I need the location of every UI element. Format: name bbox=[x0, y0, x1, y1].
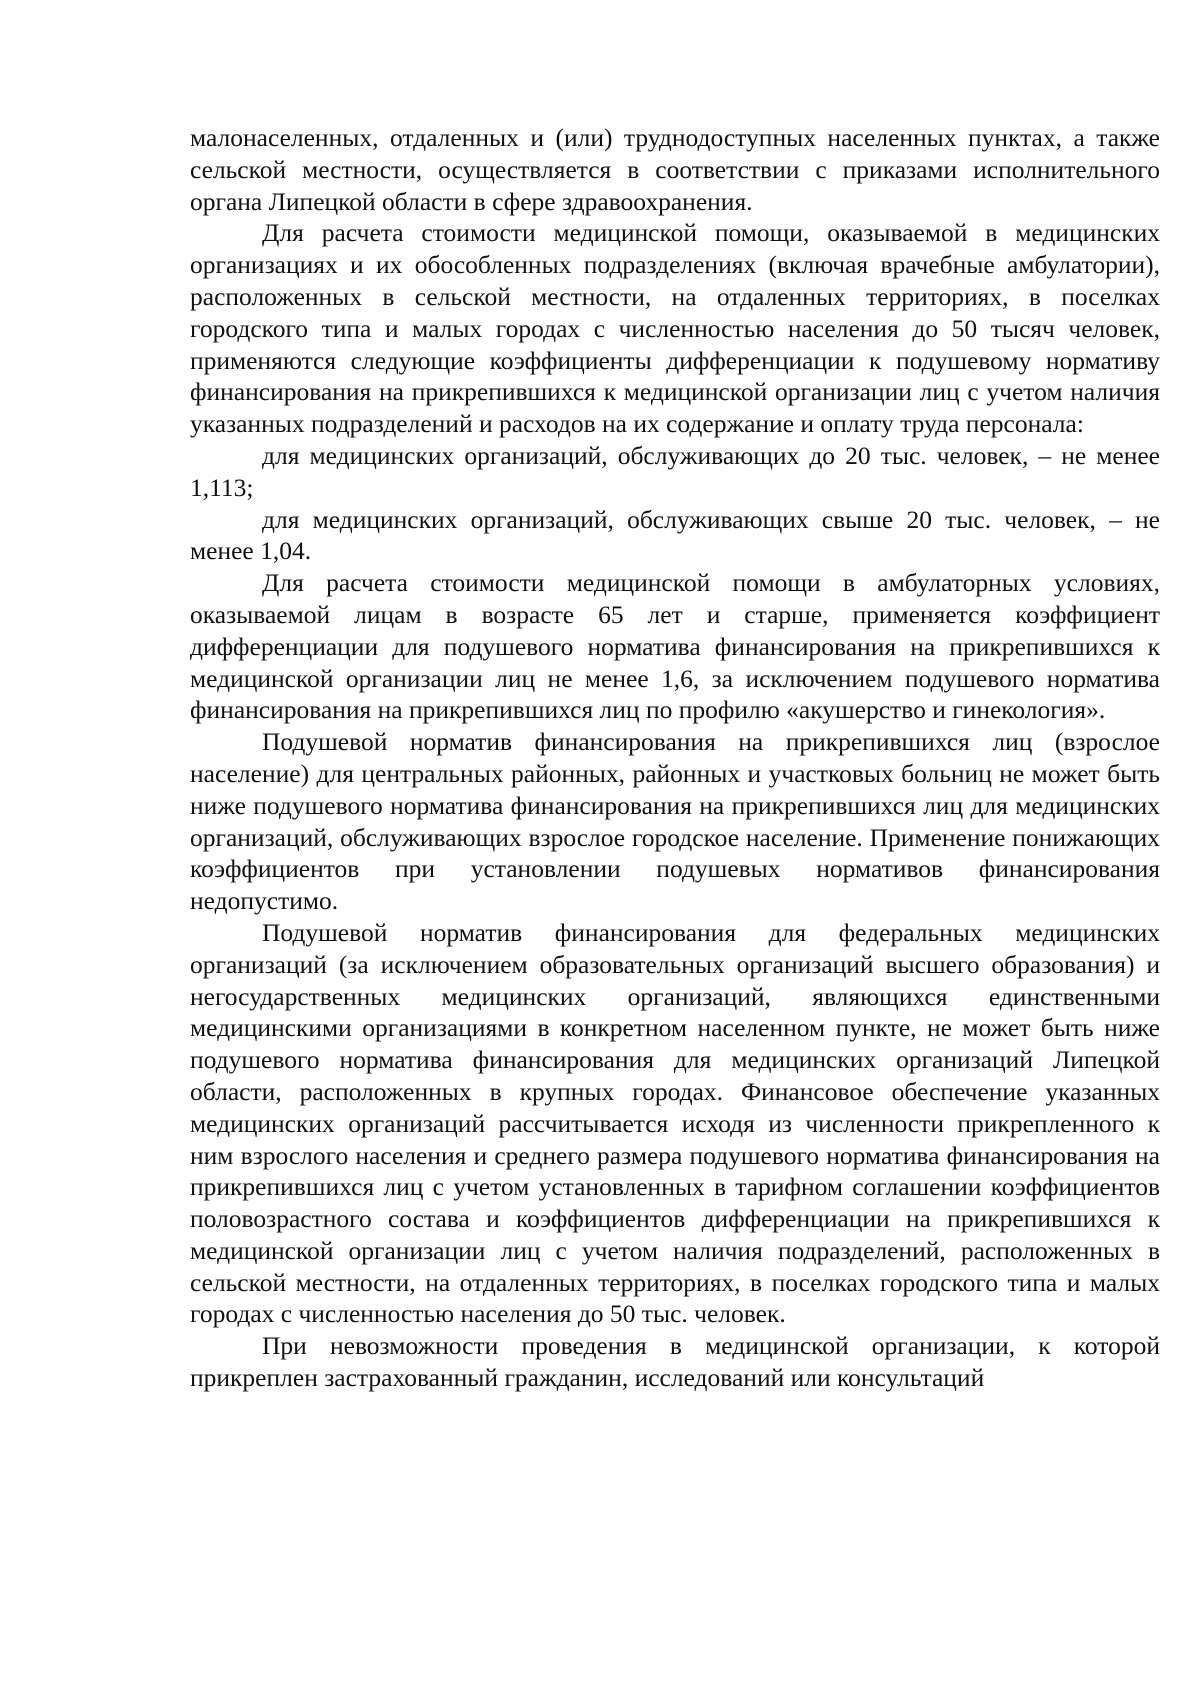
paragraph-continuation: малонаселенных, отдаленных и (или) труднодоступных населенных пунктах, а также сельской местности, осуществляется в соответствии с приказами исполнительного органа Липецкой области в сфере здравоохранения. bbox=[190, 123, 1160, 216]
document-body bbox=[190, 122, 1160, 1394]
paragraph-elderly-coefficient: Для расчета стоимости медицинской помощи в амбулаторных условиях, оказываемой лицам в возрасте 65 лет и старше, применяется коэффициент дифференциации для подушевого норматива финансирования на прикрепившихся к медицинской организации лиц не менее 1,6, за исключением подушевого норматива финансирования на прикрепившихся лиц по профилю «акушерство и гинекология». bbox=[190, 568, 1160, 725]
paragraph-coefficient-over-20k: для медицинских организаций, обслуживающих свыше 20 тыс. человек, – не менее 1,04. bbox=[190, 504, 1160, 566]
paragraph-consultations: При невозможности проведения в медицинской организации, к которой прикреплен застрахованный гражданин, исследований или консультаций bbox=[190, 1331, 1160, 1393]
paragraph-coefficient-up-to-20k: для медицинских организаций, обслуживающих до 20 тыс. человек, – не менее 1,113; bbox=[190, 440, 1160, 502]
paragraph-district-hospitals: Подушевой норматив финансирования на прикрепившихся лиц (взрослое население) для центральных районных, районных и участковых больниц не может быть ниже подушевого норматива финансирования на прикрепившихся лиц для медицинских организаций, обслуживающих взрослое городское население. Применение понижающих коэффициентов при установлении подушевых нормативов финансирования недопустимо. bbox=[190, 727, 1160, 916]
paragraph-rural-coefficients: Для расчета стоимости медицинской помощи, оказываемой в медицинских организациях и их обособленных подразделениях (включая врачебные амбулатории), расположенных в сельской местности, на отдаленных территориях, в поселках городского типа и малых городах с численностью населения до 50 тысяч человек, применяются следующие коэффициенты дифференциации к подушевому нормативу финансирования на прикрепившихся к медицинской организации лиц с учетом наличия указанных подразделений и расходов на их содержание и оплату труда персонала: bbox=[190, 218, 1160, 439]
paragraph-federal-organizations: Подушевой норматив финансирования для федеральных медицинских организаций (за исключением образовательных организаций высшего образования) и негосударственных медицинских организаций, являющихся единственными медицинскими организациями в конкретном населенном пункте, не может быть ниже подушевого норматива финансирования для медицинских организаций Липецкой области, расположенных в крупных городах. Финансовое обеспечение указанных медицинских организаций рассчитывается исходя из численности прикрепленного к ним взрослого населения и среднего размера подушевого норматива финансирования на прикрепившихся лиц с учетом установленных в тарифном соглашении коэффициентов половозрастного состава и коэффициентов дифференциации на прикрепившихся к медицинской организации лиц с учетом наличия подразделений, расположенных в сельской местности, на отдаленных территориях, в поселках городского типа и малых городах с численностью населения до 50 тыс. человек. bbox=[190, 917, 1160, 1329]
